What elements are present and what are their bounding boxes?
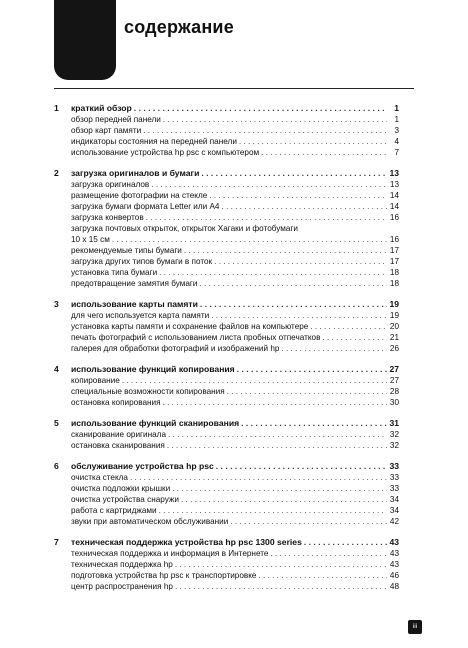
leader-dots xyxy=(163,114,387,125)
chapter-number: 5 xyxy=(54,418,59,428)
toc-entry[interactable] xyxy=(54,332,399,343)
toc-chapter-heading[interactable] xyxy=(54,460,399,472)
chapter-title: краткий обзор xyxy=(71,103,132,113)
toc-entry[interactable] xyxy=(54,256,399,267)
leader-dots xyxy=(184,245,387,256)
chapter-title: техническая поддержка устройства hp psc 1300 series xyxy=(71,537,302,547)
chapter-number: 4 xyxy=(54,364,59,374)
leader-dots xyxy=(270,548,387,559)
entry-title: техническая поддержка и информация в Интернете xyxy=(71,549,269,558)
chapter-tab-block xyxy=(54,0,116,80)
chapter-title: использование функций копирования xyxy=(71,364,235,374)
entry-title: звуки при автоматическом обслуживании xyxy=(71,517,229,526)
entry-title: загрузка других типов бумаги в поток xyxy=(71,257,213,266)
leader-dots xyxy=(175,581,387,592)
toc-entry[interactable] xyxy=(54,278,399,289)
entry-title: загрузка почтовых открыток, открыток Хагаки и фотобумаги xyxy=(71,224,299,233)
toc-entry[interactable] xyxy=(54,179,399,190)
table-of-contents xyxy=(54,102,399,601)
leader-dots xyxy=(221,201,387,212)
entry-page: 42 xyxy=(389,517,399,526)
leader-dots xyxy=(143,125,387,136)
toc-entry[interactable] xyxy=(54,581,399,592)
leader-dots xyxy=(181,494,387,505)
entry-page: 43 xyxy=(389,560,399,569)
leader-dots xyxy=(122,375,387,386)
chapter-page: 19 xyxy=(389,299,399,309)
entry-page: 13 xyxy=(389,180,399,189)
chapter-title: загрузка оригиналов и бумаги xyxy=(71,168,200,178)
entry-page: 18 xyxy=(389,268,399,277)
entry-title: обзор карт памяти xyxy=(71,126,142,135)
leader-dots xyxy=(241,417,387,429)
entry-title: установка карты памяти и сохранение файлов на компьютере xyxy=(71,322,309,331)
leader-dots xyxy=(227,386,387,397)
entry-page: 18 xyxy=(389,279,399,288)
toc-entry[interactable] xyxy=(54,245,399,256)
leader-dots xyxy=(159,505,387,516)
entry-page: 20 xyxy=(389,322,399,331)
leader-dots xyxy=(304,536,387,548)
entry-page: 14 xyxy=(389,202,399,211)
entry-page: 48 xyxy=(389,582,399,591)
header-rule xyxy=(54,88,414,89)
page-number: iii xyxy=(408,620,422,634)
entry-page: 27 xyxy=(389,376,399,385)
entry-page: 7 xyxy=(394,148,399,157)
entry-page: 30 xyxy=(389,398,399,407)
entry-title: установка типа бумаги xyxy=(71,268,158,277)
entry-title: подготовка устройства hp psc к транспортировке xyxy=(71,571,257,580)
leader-dots xyxy=(209,190,387,201)
entry-title: остановка сканирования xyxy=(71,441,165,450)
entry-page: 16 xyxy=(389,213,399,222)
entry-page: 17 xyxy=(389,246,399,255)
entry-page: 21 xyxy=(389,333,399,342)
toc-entry[interactable] xyxy=(54,516,399,527)
leader-dots xyxy=(201,167,387,179)
toc-entry[interactable] xyxy=(54,321,399,332)
entry-title: предотвращение замятия бумаги xyxy=(71,279,198,288)
leader-dots xyxy=(239,136,387,147)
entry-title: остановка копирования xyxy=(71,398,161,407)
entry-title: копирование xyxy=(71,376,120,385)
toc-entry[interactable] xyxy=(54,343,399,354)
toc-entry[interactable] xyxy=(54,494,399,505)
toc-entry[interactable] xyxy=(54,201,399,212)
chapter-page: 43 xyxy=(389,537,399,547)
entry-title: очистка подложки крышки xyxy=(71,484,171,493)
entry-page: 33 xyxy=(389,473,399,482)
leader-dots xyxy=(211,310,387,321)
entry-page: 3 xyxy=(394,126,399,135)
leader-dots xyxy=(200,298,387,310)
entry-page: 32 xyxy=(389,441,399,450)
entry-title: размещение фотографии на стекле xyxy=(71,191,208,200)
toc-entry[interactable] xyxy=(54,310,399,321)
leader-dots xyxy=(281,343,387,354)
entry-title: загрузка конвертов xyxy=(71,213,144,222)
entry-page: 28 xyxy=(389,387,399,396)
leader-dots xyxy=(216,460,387,472)
entry-title: сканирование оригинала xyxy=(71,430,166,439)
toc-entry[interactable] xyxy=(54,440,399,451)
entry-title: работа с картриджами xyxy=(71,506,157,515)
toc-chapter-heading[interactable] xyxy=(54,298,399,310)
leader-dots xyxy=(237,363,387,375)
leader-dots xyxy=(322,332,387,343)
leader-dots xyxy=(310,321,387,332)
toc-entry[interactable] xyxy=(54,223,399,234)
chapter-page: 27 xyxy=(389,364,399,374)
toc-chapter-heading[interactable] xyxy=(54,363,399,375)
toc-entry[interactable] xyxy=(54,267,399,278)
entry-page: 26 xyxy=(389,344,399,353)
toc-entry[interactable] xyxy=(54,190,399,201)
toc-entry[interactable] xyxy=(54,505,399,516)
entry-title: загрузка оригиналов xyxy=(71,180,150,189)
toc-chapter xyxy=(54,460,399,527)
toc-chapter xyxy=(54,298,399,354)
entry-page: 14 xyxy=(389,191,399,200)
toc-chapter xyxy=(54,167,399,289)
toc-entry[interactable] xyxy=(54,386,399,397)
entry-page: 34 xyxy=(389,506,399,515)
leader-dots xyxy=(200,278,388,289)
entry-title: для чего используется карта памяти xyxy=(71,311,210,320)
entry-title: обзор передней панели xyxy=(71,115,161,124)
chapter-number: 7 xyxy=(54,537,59,547)
toc-entry[interactable] xyxy=(54,234,399,245)
entry-page: 46 xyxy=(389,571,399,580)
chapter-page: 1 xyxy=(394,103,399,113)
entry-page: 34 xyxy=(389,495,399,504)
leader-dots xyxy=(130,472,387,483)
entry-page: 32 xyxy=(389,430,399,439)
entry-page: 43 xyxy=(389,549,399,558)
entry-page: 17 xyxy=(389,257,399,266)
toc-chapter-heading[interactable] xyxy=(54,102,399,114)
entry-title: 10 x 15 см xyxy=(71,235,110,244)
toc-entry[interactable] xyxy=(54,125,399,136)
entry-title: центр распространения hp xyxy=(71,582,173,591)
leader-dots xyxy=(230,516,387,527)
chapter-number: 2 xyxy=(54,168,59,178)
chapter-page: 31 xyxy=(389,418,399,428)
entry-title: использование устройства hp psc с компьютером xyxy=(71,148,260,157)
leader-dots xyxy=(258,570,387,581)
leader-dots xyxy=(112,234,387,245)
toc-entry[interactable] xyxy=(54,429,399,440)
leader-dots xyxy=(134,102,387,114)
toc-entry[interactable] xyxy=(54,472,399,483)
leader-dots xyxy=(151,179,387,190)
toc-chapter-heading[interactable] xyxy=(54,417,399,429)
chapter-number: 3 xyxy=(54,299,59,309)
toc-chapter xyxy=(54,102,399,158)
leader-dots xyxy=(175,559,387,570)
chapter-title: использование функций сканирования xyxy=(71,418,240,428)
entry-title: печать фотографий с использованием листа пробных отпечатков xyxy=(71,333,321,342)
leader-dots xyxy=(261,147,387,158)
chapter-number: 6 xyxy=(54,461,59,471)
toc-entry[interactable] xyxy=(54,114,399,125)
toc-entry[interactable] xyxy=(54,559,399,570)
entry-page: 16 xyxy=(389,235,399,244)
toc-entry[interactable] xyxy=(54,483,399,494)
entry-page: 1 xyxy=(394,115,399,124)
entry-title: загрузка бумаги формата Letter или A4 xyxy=(71,202,220,211)
chapter-title: обслуживание устройства hp psc xyxy=(71,461,214,471)
toc-chapter xyxy=(54,536,399,592)
toc-chapter-heading[interactable] xyxy=(54,536,399,548)
entry-page: 33 xyxy=(389,484,399,493)
entry-title: очистка стекла xyxy=(71,473,128,482)
entry-title: индикаторы состояния на передней панели xyxy=(71,137,237,146)
toc-chapter xyxy=(54,363,399,408)
leader-dots xyxy=(159,267,387,278)
toc-entry[interactable] xyxy=(54,375,399,386)
leader-dots xyxy=(167,440,387,451)
toc-entry[interactable] xyxy=(54,136,399,147)
toc-entry[interactable] xyxy=(54,397,399,408)
leader-dots xyxy=(146,212,387,223)
leader-dots xyxy=(168,429,387,440)
toc-entry[interactable] xyxy=(54,570,399,581)
toc-chapter xyxy=(54,417,399,451)
entry-page: 19 xyxy=(389,311,399,320)
chapter-title: использование карты памяти xyxy=(71,299,198,309)
entry-title: рекомендуемые типы бумаги xyxy=(71,246,182,255)
chapter-page: 13 xyxy=(389,168,399,178)
leader-dots xyxy=(214,256,387,267)
toc-entry[interactable] xyxy=(54,147,399,158)
entry-title: галерея для обработки фотографий и изображений hp xyxy=(71,344,280,353)
page-title: содержание xyxy=(124,17,234,37)
entry-title: техническая поддержка hp xyxy=(71,560,173,569)
leader-dots xyxy=(163,397,387,408)
entry-title: очистка устройства снаружи xyxy=(71,495,179,504)
chapter-page: 33 xyxy=(389,461,399,471)
toc-entry[interactable] xyxy=(54,548,399,559)
entry-title: специальные возможности копирования xyxy=(71,387,225,396)
leader-dots xyxy=(172,483,387,494)
entry-page: 4 xyxy=(394,137,399,146)
toc-chapter-heading[interactable] xyxy=(54,167,399,179)
chapter-number: 1 xyxy=(54,103,59,113)
toc-entry[interactable] xyxy=(54,212,399,223)
